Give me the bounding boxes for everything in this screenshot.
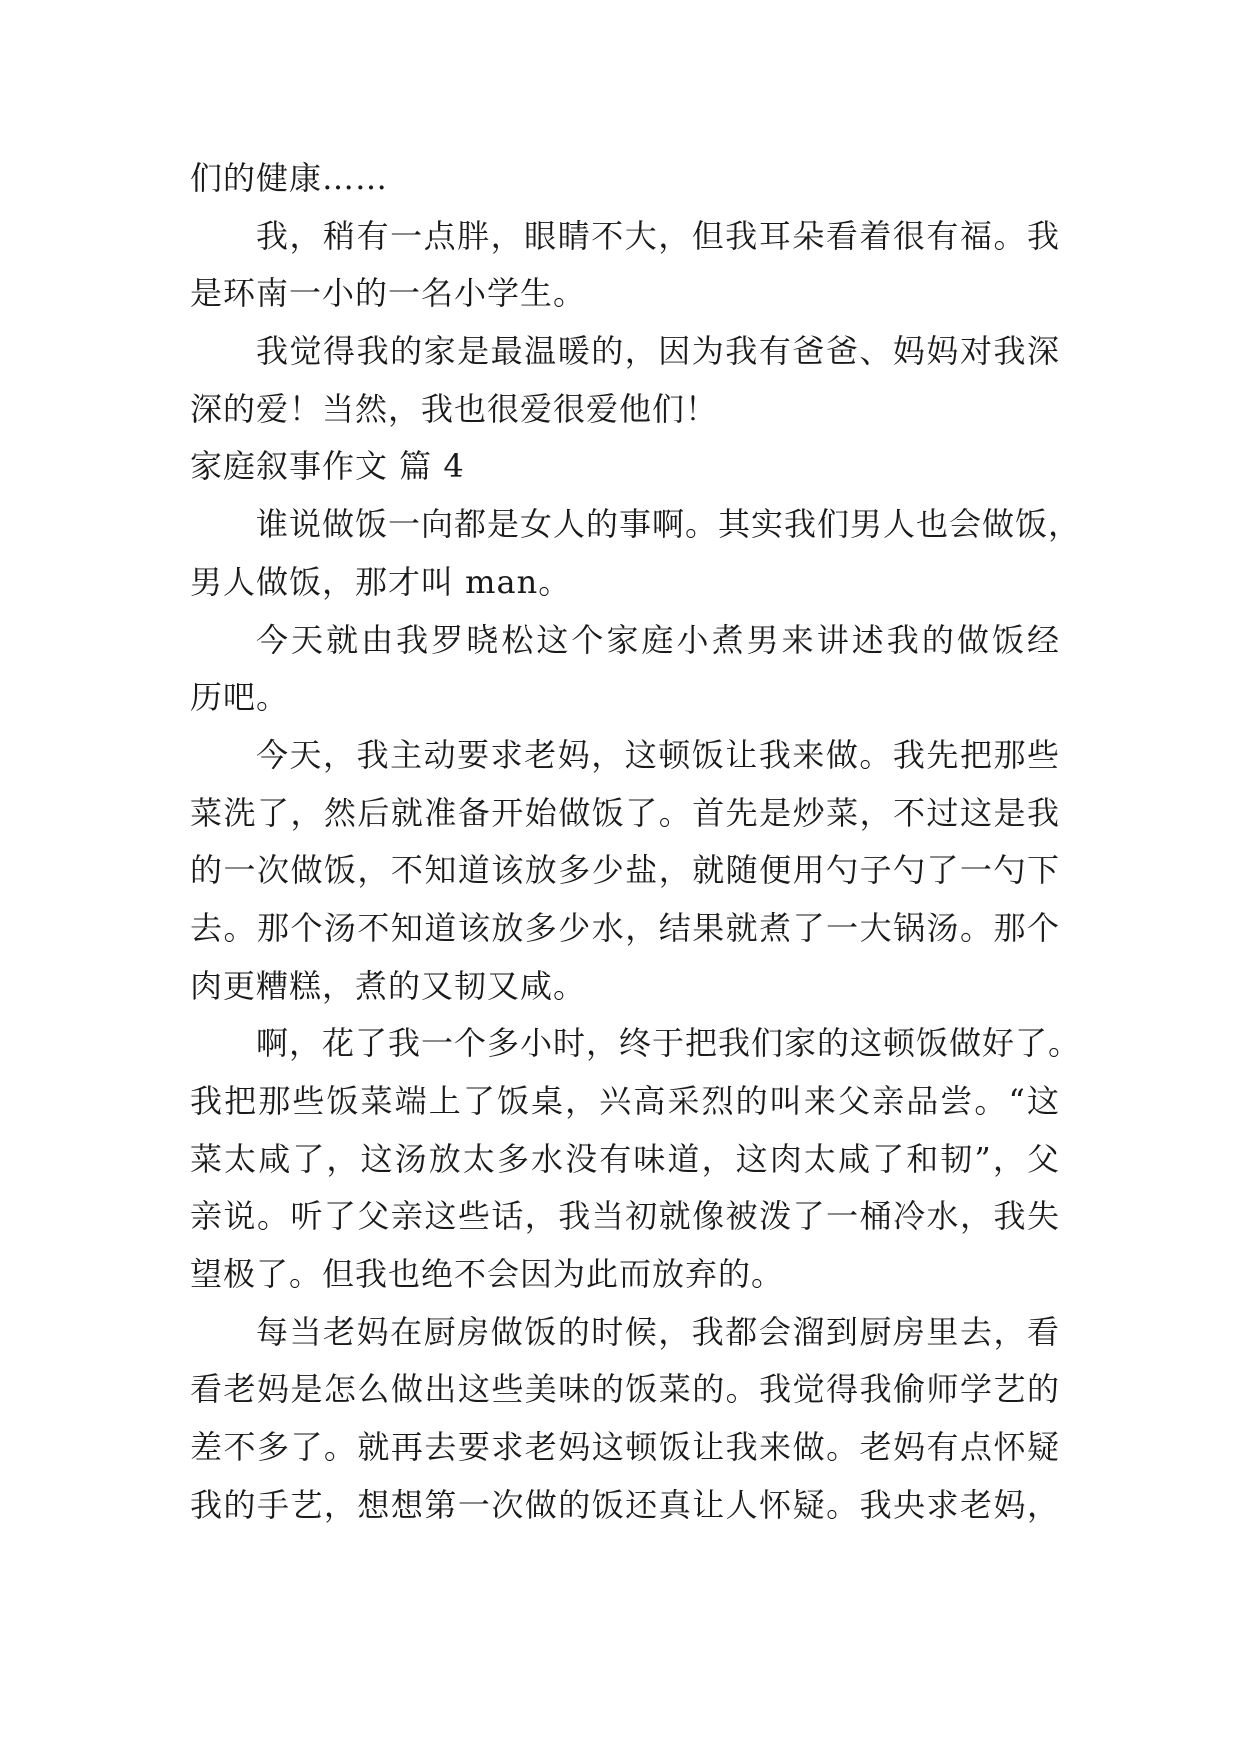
text-line: 去。那个汤不知道该放多少水，结果就煮了一大锅汤。那个 [190,908,1060,947]
text-line: 我的手艺，想想第一次做的饭还真让人怀疑。我央求老妈， [190,1485,1060,1524]
text-line: 男人做饭，那才叫 man。 [190,562,572,601]
text-line: 望极了。但我也绝不会因为此而放弃的。 [190,1255,785,1294]
text-line: 是环南一小的一名小学生。 [190,274,587,313]
text-line: 们的健康…… [190,159,389,197]
text-line: 每当老妈在厨房做饭的时候，我都会溜到厨房里去，看 [256,1312,1060,1351]
text-line: 我把那些饭菜端上了饭桌，兴高采烈的叫来父亲品尝。“这 [190,1082,1060,1120]
text-line: 的一次做饭，不知道该放多少盐，就随便用勺子勺了一勺下 [190,851,1060,890]
text-line: 看老妈是怎么做出这些美味的饭菜的。我觉得我偷师学艺的 [190,1370,1060,1409]
section-heading: 家庭叙事作文 篇 4 [190,447,465,486]
text-line: 肉更糟糕，煮的又韧又咸。 [190,966,587,1005]
text-line: 啊，花了我一个多小时，终于把我们家的这顿饭做好了。 [256,1024,1082,1063]
text-line: 菜太咸了，这汤放太多水没有味道，这肉太咸了和韧”，父 [190,1139,1060,1178]
text-line: 亲说。听了父亲这些话，我当初就像被泼了一桶冷水，我失 [190,1197,1060,1236]
text-line: 我觉得我的家是最温暖的，因为我有爸爸、妈妈对我深 [256,332,1060,371]
text-line: 今天就由我罗晓松这个家庭小煮男来讲述我的做饭经 [256,620,1060,659]
text-line: 差不多了。就再去要求老妈这顿饭让我来做。老妈有点怀疑 [190,1428,1060,1467]
text-line: 我，稍有一点胖，眼睛不大，但我耳朵看着很有福。我 [256,216,1060,255]
text-line: 谁说做饭一向都是女人的事啊。其实我们男人也会做饭， [256,505,1082,544]
text-line: 深的爱！当然，我也很爱很爱他们！ [190,389,719,428]
text-line: 今天，我主动要求老妈，这顿饭让我来做。我先把那些 [256,735,1060,774]
text-line: 菜洗了，然后就准备开始做饭了。首先是炒菜，不过这是我 [190,793,1060,832]
document-page [190,150,1082,1535]
text-line: 历吧。 [190,678,290,717]
